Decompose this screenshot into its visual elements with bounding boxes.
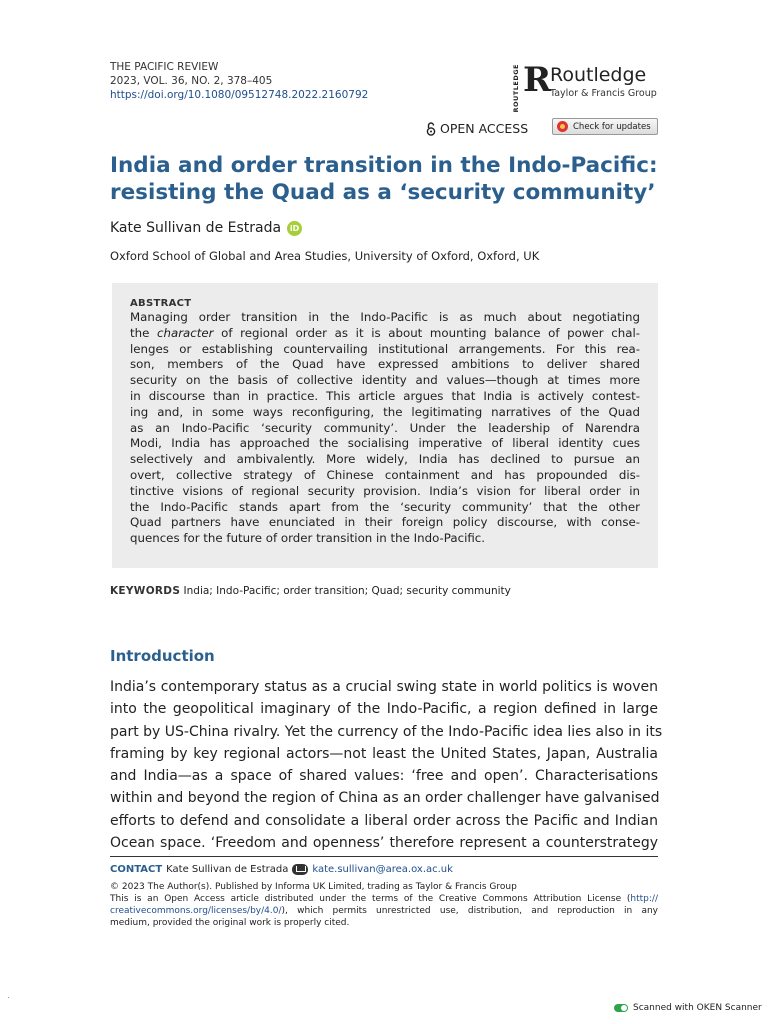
article-title-line-1: India and order transition in the Indo-Pacific: xyxy=(110,153,658,178)
keywords-label: KEYWORDS xyxy=(110,585,181,597)
abstract-line: as an Indo-Pacific ‘security community’. Under the leadership of Narendra xyxy=(130,420,640,435)
contact-label: CONTACT xyxy=(110,864,163,875)
contact-line xyxy=(110,864,453,875)
orcid-icon[interactable]: iD xyxy=(287,221,302,236)
body-line: efforts to defend and consolidate a liberal order across the Pacific and Indian xyxy=(110,812,658,829)
contact-name: Kate Sullivan de Estrada xyxy=(166,864,289,875)
publisher-subtitle: Taylor & Francis Group xyxy=(550,88,657,99)
introduction-heading: Introduction xyxy=(110,647,215,665)
body-line: framing by key regional actors—not least the United States, Japan, Australia xyxy=(110,745,658,762)
scan-speck xyxy=(8,997,9,998)
scanner-logo-icon xyxy=(614,1004,628,1012)
open-lock-icon xyxy=(426,122,436,136)
body-line: part by US-China rivalry. Yet the currency of the Indo-Pacific idea lies also in its xyxy=(110,723,663,740)
publisher-brand: Routledge xyxy=(550,64,647,86)
abstract-line: quences for the future of order transition in the Indo-Pacific. xyxy=(130,531,486,546)
body-line: within and beyond the region of China as an order challenger have galvanised xyxy=(110,790,660,807)
abstract-line: selectively and ambivalently. More widely, India has declined to pursue an xyxy=(130,452,640,467)
emphasis: character xyxy=(157,325,214,340)
abstract-line: security on the basis of collective identity and values—though at times more xyxy=(130,373,640,388)
license-notice xyxy=(110,881,658,929)
abstract-line: tinctive visions of regional security provision. India’s vision for liberal order in xyxy=(130,483,640,498)
abstract-line: the Indo-Pacific stands apart from the ‘security community’ that the other xyxy=(130,499,640,514)
abstract-text xyxy=(130,310,640,547)
scanner-watermark xyxy=(614,1003,762,1013)
license-line-2 xyxy=(110,905,658,917)
author-name: Kate Sullivan de Estrada xyxy=(110,220,282,236)
author-line xyxy=(110,220,302,236)
introduction-text xyxy=(110,676,663,854)
contact-email-link[interactable]: kate.sullivan@area.ox.ac.uk xyxy=(312,864,453,875)
keywords-text: India; Indo-Pacific; order transition; Quad; security community xyxy=(183,585,511,597)
journal-name: THE PACIFIC REVIEW xyxy=(110,61,219,73)
license-text: This is an Open Access article distributed under the terms of the Creative Commons Attribution License ( xyxy=(110,894,631,904)
license-line-1 xyxy=(110,893,658,905)
scanner-label: Scanned with OKEN Scanner xyxy=(633,1003,762,1013)
abstract-line: Managing order transition in the Indo-Pacific is as much about negotiating xyxy=(130,310,640,324)
open-access-badge xyxy=(426,121,528,136)
abstract-line: in discourse than in practice. This article argues that India is actively contest- xyxy=(130,388,640,403)
license-line-3: medium, provided the original work is properly cited. xyxy=(110,918,350,928)
abstract-line: overt, collective strategy of Chinese containment and has propounded dis- xyxy=(130,467,640,482)
body-line: Ocean space. ‘Freedom and openness’ therefore represent a counterstrategy xyxy=(110,835,658,852)
journal-header xyxy=(110,60,368,102)
publisher-vertical-text: ROUTLEDGE xyxy=(512,64,520,113)
journal-citation: 2023, VOL. 36, NO. 2, 378–405 xyxy=(110,75,273,87)
license-link[interactable]: creativecommons.org/licenses/by/4.0/ xyxy=(110,906,282,916)
check-updates-label: Check for updates xyxy=(573,121,651,132)
article-title xyxy=(110,152,670,206)
abstract-line: the character of regional order as it is about mounting balance of power chal- xyxy=(130,325,640,340)
abstract-line: Quad partners have enunciated in their foreign policy discourse, with conse- xyxy=(130,515,640,530)
routledge-r-icon: R xyxy=(523,60,552,100)
article-title-line-2: resisting the Quad as a ‘security community’ xyxy=(110,180,656,205)
abstract-line: lenges or establishing countervailing institutional arrangements. For this rea- xyxy=(130,341,640,356)
crossmark-icon xyxy=(557,121,568,132)
open-access-label: OPEN ACCESS xyxy=(440,121,529,136)
abstract-heading: ABSTRACT xyxy=(130,298,192,309)
email-icon xyxy=(292,864,308,875)
check-for-updates-button[interactable] xyxy=(552,118,658,135)
author-affiliation: Oxford School of Global and Area Studies, University of Oxford, Oxford, UK xyxy=(110,249,540,263)
doi-link[interactable]: https://doi.org/10.1080/09512748.2022.2160792 xyxy=(110,89,369,101)
body-line: and India—as a space of shared values: ‘free and open’. Characterisations xyxy=(110,768,658,785)
license-text: ), which permits unrestricted use, distribution, and reproduction in any xyxy=(281,906,658,916)
body-line: into the geopolitical imaginary of the Indo-Pacific, a region defined in large xyxy=(110,701,658,718)
keywords xyxy=(110,585,511,597)
footer-divider xyxy=(110,856,658,857)
copyright-line: © 2023 The Author(s). Published by Informa UK Limited, trading as Taylor & Francis Group xyxy=(110,882,517,892)
license-link[interactable]: http:// xyxy=(630,894,658,904)
abstract-line: Modi, India has approached the socialising imperative of liberal identity cues xyxy=(130,436,640,451)
body-line: India’s contemporary status as a crucial swing state in world politics is woven xyxy=(110,679,658,695)
abstract-line: ing and, in some ways reconfiguring, the legitimating narratives of the Quad xyxy=(130,404,640,419)
publisher-logo xyxy=(512,60,662,113)
abstract-line: son, members of the Quad have expressed ambitions to deliver shared xyxy=(130,357,640,372)
